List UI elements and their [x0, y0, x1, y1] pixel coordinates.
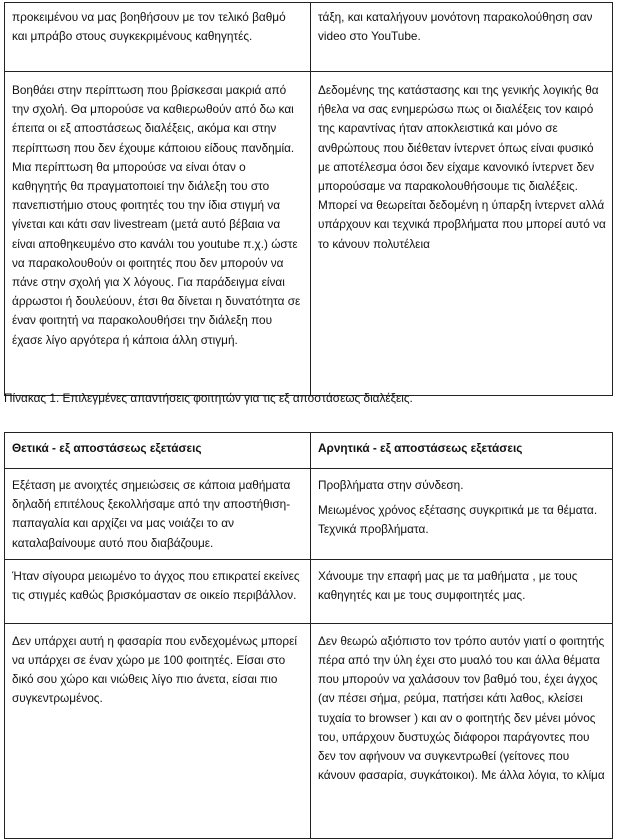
- table-cell: [5, 469, 311, 560]
- table-row: [5, 623, 613, 838]
- table-cell: [311, 469, 613, 560]
- table-row: [5, 469, 613, 560]
- exams-pros-cons-table: [4, 432, 613, 839]
- table-row: [5, 3, 613, 72]
- cell-text: Δεν θεωρώ αξιόπιστο τον τρόπο αυτόν γιατί ο φοιτητής πέρα από την ύλη έχει στο μυαλό του και άλλα θέματα που μπορούν να χαλάσουν τον βαθμό του, έχει άγχος (αν πέσει σήμα, ρεύμα, πατήσει κάτι λαθος, κλείσει τυχαία το browser ) και αν ο φοιτητής δεν μένει μόνος του, υπάρχουν δυστυχώς διάφοροι παράγοντες που δεν τον αφήνουν να συγκεντρωθεί (γείτονες που κάνουν φασαρία, συγκάτοικοι). Με άλλα λόγια, το κλίμα: [318, 633, 605, 783]
- cell-text: Ήταν σίγουρα μειωμένο το άγχος που επικρατεί εκείνες τις στιγμές καθώς βρισκόμασταν σε οικείο περιβάλλον.: [12, 568, 300, 603]
- table-cell: [311, 3, 613, 72]
- table-cell: [5, 3, 311, 72]
- table-row: [5, 72, 613, 396]
- cell-text: Μειωμένος χρόνος εξέτασης συγκριτικά με τα θέματα. Τεχνικά προβλήματα.: [318, 503, 598, 537]
- student-responses-table: [4, 2, 613, 396]
- cell-text: Χάνουμε την επαφή μας με τα μαθήματα , με τους καθηγητές και με τους συμφοιτητές μας.: [318, 568, 578, 603]
- column-header-positive: Θετικά - εξ αποστάσεως εξετάσεις: [5, 433, 311, 469]
- cell-text: Προβλήματα στην σύνδεση.: [318, 478, 464, 492]
- cell-text: τάξη, και καταλήγουν μονότονη παρακολούθηση σαν video στο YouTube.: [318, 10, 593, 44]
- table-cell: [5, 623, 311, 838]
- table-header-row: [5, 433, 613, 469]
- table-cell: [5, 559, 311, 623]
- cell-text: προκειμένου να μας βοηθήσουν με τον τελικό βαθμό και μπράβο στους συγκεκριμένους καθηγητές.: [12, 10, 286, 44]
- column-header-negative: Αρνητικά - εξ αποστάσεως εξετάσεις: [311, 433, 613, 469]
- table-row: [5, 559, 613, 623]
- table-caption: Πίνακας 1. Επιλεγμένες απαντήσεις φοιτητών για τις εξ αποστάσεως διαλέξεις.: [4, 391, 413, 405]
- table-cell: [311, 623, 613, 838]
- table-cell: [311, 559, 613, 623]
- cell-text: Βοηθάει στην περίπτωση που βρίσκεσαι μακριά από την σχολή. Θα μπορούσε να καθιερωθούν από δω και έπειτα οι εξ αποστάσεως διαλέξεις, ακόμα και στην περίπτωση που δεν έχουμε κάποιου είδους πανδημία. Μια περίπτωση θα μπορούσε να είναι όταν ο καθηγητής θα πραγματοποιεί την διάλεξη του στο πανεπιστήμιο στους φοιτητές του την ίδια στιγμή να γίνεται και κάτι σαν livestream (μετά αυτό βέβαια να είναι αποθηκευμένο στο κανάλι του youtube π.χ.) ώστε να παρακολουθούν οι φοιτητές που δεν μπορούν να πάνε στην σχολή για Χ λόγους. Για παράδειγμα είναι άρρωστοι ή δουλεύουν, έτσι θα δίνεται η δυνατότητα σε έναν φοιτητή να παρακολουθήσει την διάλεξη που έχασε λίγο αργότερα ή κάποια άλλη στιγμή.: [12, 83, 301, 347]
- cell-text: Δεν υπάρχει αυτή η φασαρία που ενδεχομένως μπορεί να υπάρχει σε έναν χώρο με 100 φοιτητές. Είσαι στο δικό σου χώρο και νιώθεις λίγο πιο άνετα, είσαι πιο συγκεντρωμένος.: [12, 633, 297, 706]
- cell-text: Δεδομένης της κατάστασης και της γενικής λογικής θα ήθελα να σας ενημερώσω πως οι διαλέξεις τον καιρό της καραντίνας ήταν αποκλειστικά και μόνο σε ανθρώπους που διέθεταν ίντερνετ όπως είναι φυσικό με αποτέλεσμα όσοι δεν είχαμε κανονικό ίντερνετ δεν μπορούσαμε να παρακολουθήσουμε τις διαλέξεις. Μπορεί να θεωρείται δεδομένη η ύπαρξη ίντερνετ αλλά υπάρχουν και τεχνικά προβλήματα που μπορεί αυτό να το κάνουν πολυτέλεια: [318, 83, 606, 251]
- cell-text: Εξέταση με ανοιχτές σημειώσεις σε κάποια μαθήματα δηλαδή επιτέλους ξεκολλήσαμε από την αποστήθιση- παπαγαλία και αρχίζει να μας νοιάζει το αν καταλαβαίνουμε αυτό που διαβάζουμε.: [12, 478, 291, 550]
- table-cell: [311, 72, 613, 396]
- table-cell: [5, 72, 311, 396]
